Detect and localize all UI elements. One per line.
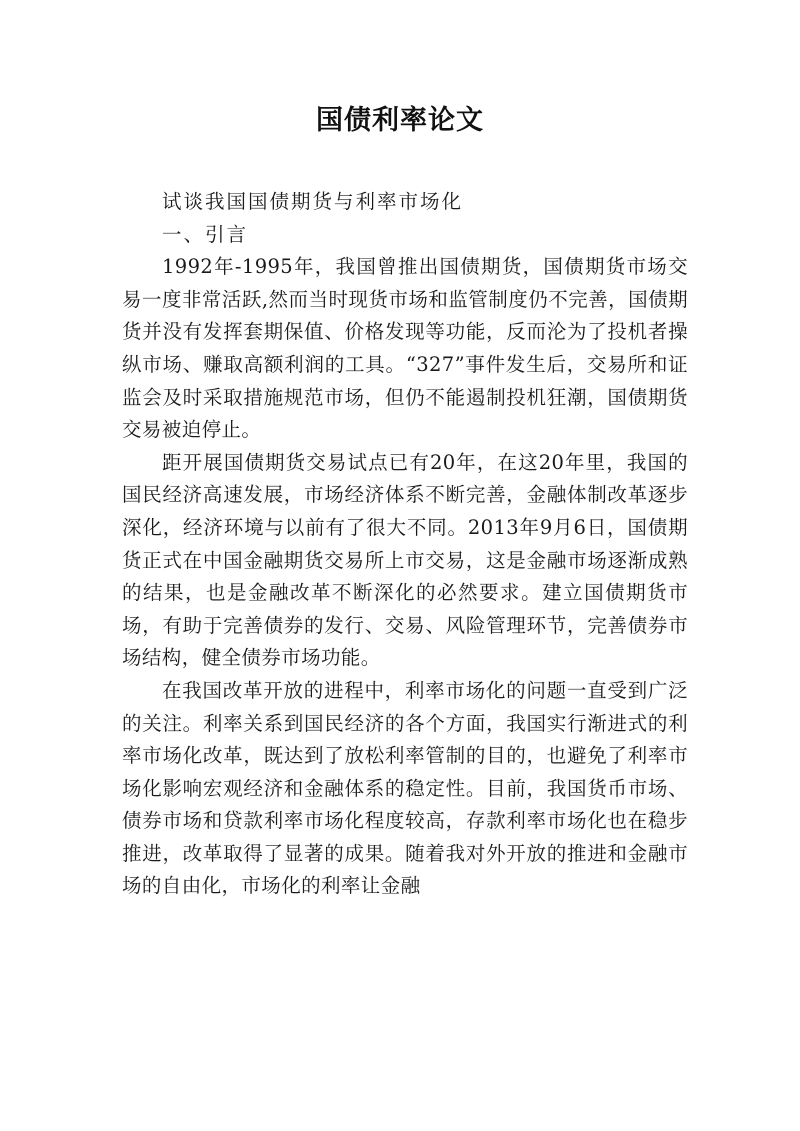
section-heading: 一、引言 (162, 222, 249, 246)
paragraph-1: 1992年-1995年，我国曾推出国债期货，国债期货市场交易一度非常活跃,然而当时现货市场和监管制度仍不完善，国债期货并没有发挥套期保值、价格发现等功能，反而沦为了投机者操纵市场、赚取高额利润的工具。“327”事件发生后，交易所和证监会及时采取措施规范市场，但仍不能遏制投机狂潮，国债期货交易被迫停止。 (122, 255, 688, 442)
paragraph-3: 在我国改革开放的进程中，利率市场化的问题一直受到广泛的关注。利率关系到国民经济的各个方面，我国实行渐进式的利率市场化改革，既达到了放松利率管制的目的，也避免了利率市场化影响宏观经济和金融体系的稳定性。目前，我国货币市场、债券市场和贷款利率市场化程度较高，存款利率市场化也在稳步推进，改革取得了显著的成果。随着我对外开放的推进和金融市场的自由化，市场化的利率让金融 (122, 678, 688, 898)
document-body (122, 186, 688, 903)
paragraph-2: 距开展国债期货交易试点已有20年，在这20年里，我国的国民经济高速发展，市场经济体系不断完善，金融体制改革逐步深化，经济环境与以前有了很大不同。2013年9月6日，国债期货正式在中国金融期货交易所上市交易，这是金融市场逐渐成熟的结果，也是金融改革不断深化的必然要求。建立国债期货市场，有助于完善债券的发行、交易、风险管理环节，完善债券市场结构，健全债券市场功能。 (122, 450, 688, 670)
document-title: 国债利率论文 (316, 105, 484, 136)
article-subtitle: 试谈我国国债期货与利率市场化 (162, 190, 464, 213)
